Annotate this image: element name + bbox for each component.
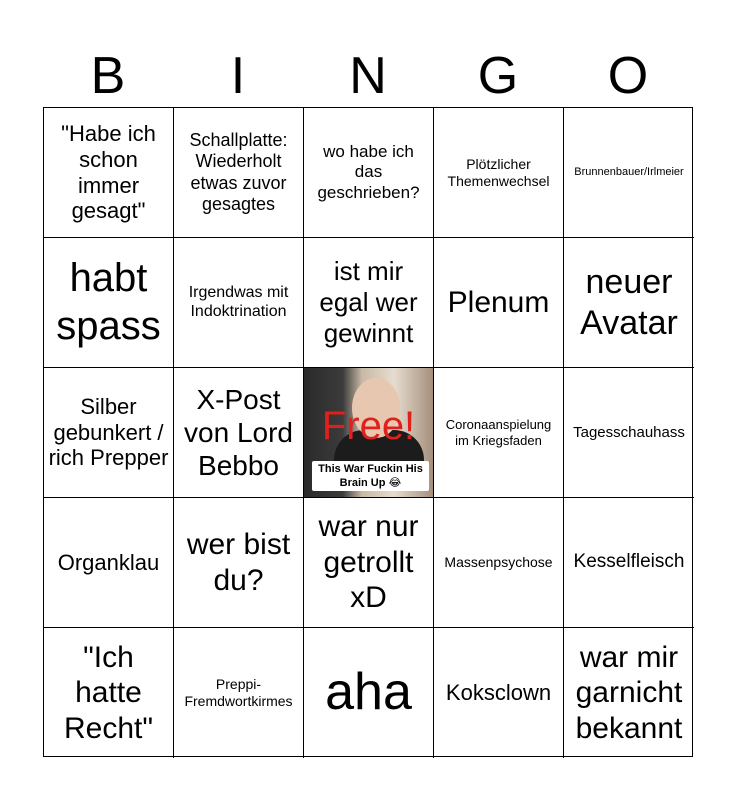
cell-text: Plötzlicher Themenwechsel <box>447 155 550 189</box>
bingo-cell[interactable] <box>304 498 434 628</box>
cell-text: Irgendwas mit Indoktrination <box>188 283 289 320</box>
bingo-header <box>43 44 693 108</box>
bingo-cell[interactable] <box>44 498 174 628</box>
bingo-cell[interactable] <box>174 628 304 758</box>
bingo-cell[interactable] <box>564 238 694 368</box>
image-caption: This War Fuckin His Brain Up 😂 <box>312 461 429 491</box>
bingo-cell[interactable] <box>434 108 564 238</box>
bingo-cell[interactable] <box>434 498 564 628</box>
bingo-cell[interactable] <box>44 628 174 758</box>
bingo-cell[interactable] <box>434 628 564 758</box>
cell-text: Coronaanspielung im Kriegsfaden <box>445 417 552 448</box>
bingo-cell[interactable] <box>564 628 694 758</box>
cell-text: aha <box>325 663 412 722</box>
cell-text: ist mir egal wer gewinnt <box>319 256 418 348</box>
cell-text: wer bist du? <box>186 528 291 597</box>
cell-text: X-Post von Lord Bebbo <box>184 383 293 482</box>
header-letter: N <box>349 47 387 105</box>
bingo-cell[interactable] <box>564 108 694 238</box>
header-letter: O <box>607 47 649 105</box>
bingo-grid <box>43 107 693 757</box>
cell-text: Brunnenbauer/Irlmeier <box>574 166 684 179</box>
header-letter: B <box>90 47 126 105</box>
cell-text: Preppi-Fremdwortkirmes <box>184 676 293 709</box>
bingo-cell[interactable] <box>304 238 434 368</box>
cell-text: war mir garnicht bekannt <box>575 640 683 745</box>
bingo-cell[interactable] <box>44 368 174 498</box>
bingo-cell[interactable] <box>174 368 304 498</box>
bingo-cell[interactable] <box>304 108 434 238</box>
bingo-cell[interactable] <box>174 238 304 368</box>
bingo-cell[interactable] <box>44 238 174 368</box>
bingo-cell[interactable] <box>564 368 694 498</box>
cell-text: "Ich hatte Recht" <box>63 640 154 745</box>
cell-text: Massenpsychose <box>444 554 553 571</box>
cell-text: Kesselfleisch <box>573 551 685 573</box>
cell-text: wo habe ich das geschrieben? <box>317 142 420 202</box>
cell-text: Organklau <box>57 549 160 575</box>
bingo-cell[interactable] <box>174 108 304 238</box>
cell-text: war nur getrollt xD <box>318 510 419 615</box>
bingo-cell[interactable] <box>564 498 694 628</box>
cell-text: habt spass <box>56 256 161 348</box>
bingo-cell[interactable] <box>434 368 564 498</box>
cell-text: Silber gebunkert / rich Prepper <box>48 393 169 471</box>
bingo-cell[interactable] <box>304 628 434 758</box>
bingo-cell[interactable] <box>44 108 174 238</box>
bingo-cell[interactable] <box>434 238 564 368</box>
header-letter: I <box>230 47 246 105</box>
bingo-cell[interactable] <box>174 498 304 628</box>
free-label: Free! <box>321 404 416 448</box>
header-letter: G <box>477 47 519 105</box>
cell-text: neuer Avatar <box>580 263 678 342</box>
cell-text: Schallplatte: Wiederholt etwas zuvor gesagtes <box>189 130 288 214</box>
free-space-cell[interactable] <box>304 368 434 498</box>
cell-text: Plenum <box>447 285 550 319</box>
cell-text: Koksclown <box>445 680 552 706</box>
cell-text: "Habe ich schon immer gesagt" <box>61 120 156 224</box>
cell-text: Tagesschauhass <box>573 423 685 441</box>
